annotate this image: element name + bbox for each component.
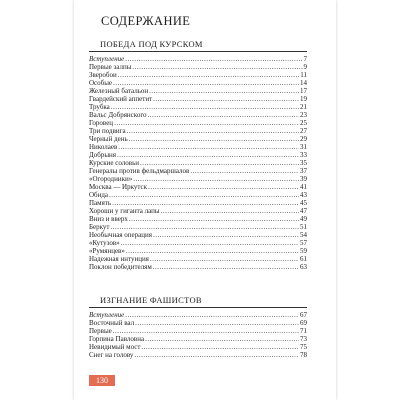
toc-entry	[89, 111, 307, 119]
toc-entry-title: Обида	[89, 191, 109, 199]
toc-entry-page: 75	[300, 343, 307, 351]
toc-entry-page: 11	[300, 71, 307, 79]
toc-entry-page: 67	[300, 311, 307, 319]
dot-leader	[125, 55, 302, 63]
section-heading: ПОБЕДА ПОД КУРСКОМ	[89, 39, 307, 52]
toc-entry-title: «Румянцев»	[89, 247, 125, 255]
toc-entry-title: Необычная операция	[89, 231, 152, 239]
toc-entry	[89, 327, 307, 335]
dot-leader	[161, 207, 299, 215]
toc-entry-title: Вступление	[89, 311, 125, 319]
toc-entry-title: Память	[89, 199, 112, 207]
toc-entry-title: Курские соловьи	[89, 159, 140, 167]
toc-entry	[89, 191, 307, 199]
dot-leader	[140, 159, 299, 167]
toc-entry	[89, 119, 307, 127]
toc-entry-title: Три подвига	[89, 127, 126, 135]
toc-entry-title: Горпина Павловна	[89, 335, 145, 343]
toc-entry-page: 73	[300, 335, 307, 343]
dot-leader	[111, 223, 300, 231]
toc-entry-page: 78	[300, 351, 307, 359]
toc-entry-title: Поклон победителям	[89, 263, 152, 271]
toc-entry	[89, 319, 307, 327]
toc-entry	[89, 135, 307, 143]
dot-leader	[190, 167, 299, 175]
toc-entry	[89, 175, 307, 183]
toc-entry-title: Гвардейский аппетит	[89, 95, 153, 103]
toc-entry-title: Добрыня	[89, 151, 117, 159]
toc-entry-title: Хороши у гиганта лапы	[89, 207, 160, 215]
dot-leader	[121, 239, 299, 247]
toc-entry-title: Невидимый мост	[89, 343, 141, 351]
toc-entry	[89, 63, 307, 71]
toc-entry	[89, 103, 307, 111]
toc-entry	[89, 239, 307, 247]
toc-entry-page: 25	[300, 119, 307, 127]
toc-entry-title: Железный батальон	[89, 87, 149, 95]
dot-leader	[117, 151, 299, 159]
toc-entry-title: Москва — Иркутск	[89, 183, 148, 191]
dot-leader	[118, 71, 300, 79]
toc-entry	[89, 255, 307, 263]
toc-entry-page: 37	[300, 167, 307, 175]
toc-entry-title: Снег на голову	[89, 351, 134, 359]
toc-entry-page: 54	[300, 231, 307, 239]
toc-entry-page: 39	[300, 175, 307, 183]
toc-entry-title: Черный день	[89, 135, 128, 143]
toc-entry	[89, 223, 307, 231]
toc-entry-title: Вниз и вверх	[89, 215, 128, 223]
toc-entry-page: 51	[300, 223, 307, 231]
toc-entry	[89, 127, 307, 135]
toc-entry-page: 35	[300, 159, 307, 167]
section-victory-at-kursk	[89, 39, 307, 271]
toc-entry-page: 9	[303, 63, 307, 71]
toc-entry-page: 61	[300, 255, 307, 263]
dot-leader	[141, 343, 299, 351]
toc-entry-title: «Кутузов»	[89, 239, 120, 247]
toc-entry-page: 57	[300, 239, 307, 247]
toc-entry	[89, 207, 307, 215]
toc-entry	[89, 143, 307, 151]
dot-leader	[153, 231, 299, 239]
toc-entry-page: 43	[300, 191, 307, 199]
toc-entry	[89, 71, 307, 79]
toc-entry	[89, 247, 307, 255]
dot-leader	[111, 103, 299, 111]
toc-entry	[89, 215, 307, 223]
section-heading: ИЗГНАНИЕ ФАШИСТОВ	[89, 295, 307, 308]
toc-entry-page: 7	[303, 55, 307, 63]
toc-entry-page: 71	[300, 327, 307, 335]
toc-entry	[89, 199, 307, 207]
dot-leader	[135, 319, 299, 327]
toc-entry-title: Первые	[89, 327, 112, 335]
toc-entry-page: 27	[300, 127, 307, 135]
dot-leader	[153, 263, 299, 271]
toc-entry-page: 49	[300, 215, 307, 223]
toc-entry-page: 59	[300, 247, 307, 255]
toc-entry-page: 69	[300, 319, 307, 327]
dot-leader	[132, 63, 302, 71]
dot-leader	[118, 143, 299, 151]
toc-entry	[89, 351, 307, 359]
page-title: СОДЕРЖАНИЕ	[101, 14, 191, 28]
dot-leader	[133, 175, 299, 183]
dot-leader	[149, 87, 299, 95]
toc-entry-page: 63	[300, 263, 307, 271]
toc-entry-page: 14	[300, 79, 307, 87]
toc-entry	[89, 159, 307, 167]
toc-entry-title: Надежная интуиция	[89, 255, 149, 263]
toc-entry-page: 45	[300, 199, 307, 207]
toc-entry-title: Зверобои	[89, 71, 117, 79]
toc-entry-title: «Огородники»	[89, 175, 133, 183]
toc-entry	[89, 335, 307, 343]
dot-leader	[150, 255, 299, 263]
toc-entry	[89, 79, 307, 87]
toc-entry-page: 33	[300, 151, 307, 159]
toc-entry-page: 31	[300, 143, 307, 151]
toc-entry-title: Трубка	[89, 103, 110, 111]
dot-leader	[129, 215, 299, 223]
toc-entry-title: Особые	[89, 79, 113, 87]
toc-entry	[89, 311, 307, 319]
dot-leader	[148, 111, 299, 119]
dot-leader	[114, 119, 299, 127]
toc-entry	[89, 183, 307, 191]
toc-entry-title: Беркут	[89, 223, 110, 231]
toc-list	[89, 55, 307, 271]
dot-leader	[134, 351, 299, 359]
dot-leader	[153, 95, 299, 103]
dot-leader	[126, 247, 299, 255]
dot-leader	[148, 183, 299, 191]
toc-entry-title: Горовец	[89, 119, 114, 127]
toc-entry	[89, 151, 307, 159]
toc-entry	[89, 167, 307, 175]
toc-entry	[89, 343, 307, 351]
toc-entry-title: Вступление	[89, 55, 125, 63]
dot-leader	[145, 335, 299, 343]
toc-entry-page: 29	[300, 135, 307, 143]
toc-entry-title: Первые залпы	[89, 63, 132, 71]
toc-entry	[89, 95, 307, 103]
dot-leader	[112, 199, 299, 207]
dot-leader	[129, 135, 299, 143]
toc-entry	[89, 231, 307, 239]
toc-entry-page: 23	[300, 111, 307, 119]
dot-leader	[113, 327, 299, 335]
toc-entry	[89, 263, 307, 271]
section-expulsion-of-fascists	[89, 295, 307, 359]
toc-entry-title: Генералы против фельдмаршалов	[89, 167, 190, 175]
toc-entry-page: 47	[300, 207, 307, 215]
toc-entry	[89, 87, 307, 95]
toc-entry-title: Вальс Добрянского	[89, 111, 147, 119]
toc-entry-page: 17	[300, 87, 307, 95]
toc-entry	[89, 55, 307, 63]
dot-leader	[109, 191, 299, 199]
page-number: 130	[89, 375, 115, 386]
dot-leader	[127, 127, 299, 135]
toc-entry-page: 21	[300, 103, 307, 111]
toc-entry-page: 41	[300, 183, 307, 191]
toc-entry-title: Восточный вал	[89, 319, 135, 327]
toc-entry-page: 19	[300, 95, 307, 103]
toc-entry-title: Николаев	[89, 143, 118, 151]
dot-leader	[125, 311, 299, 319]
dot-leader	[113, 79, 299, 87]
toc-list	[89, 311, 307, 359]
